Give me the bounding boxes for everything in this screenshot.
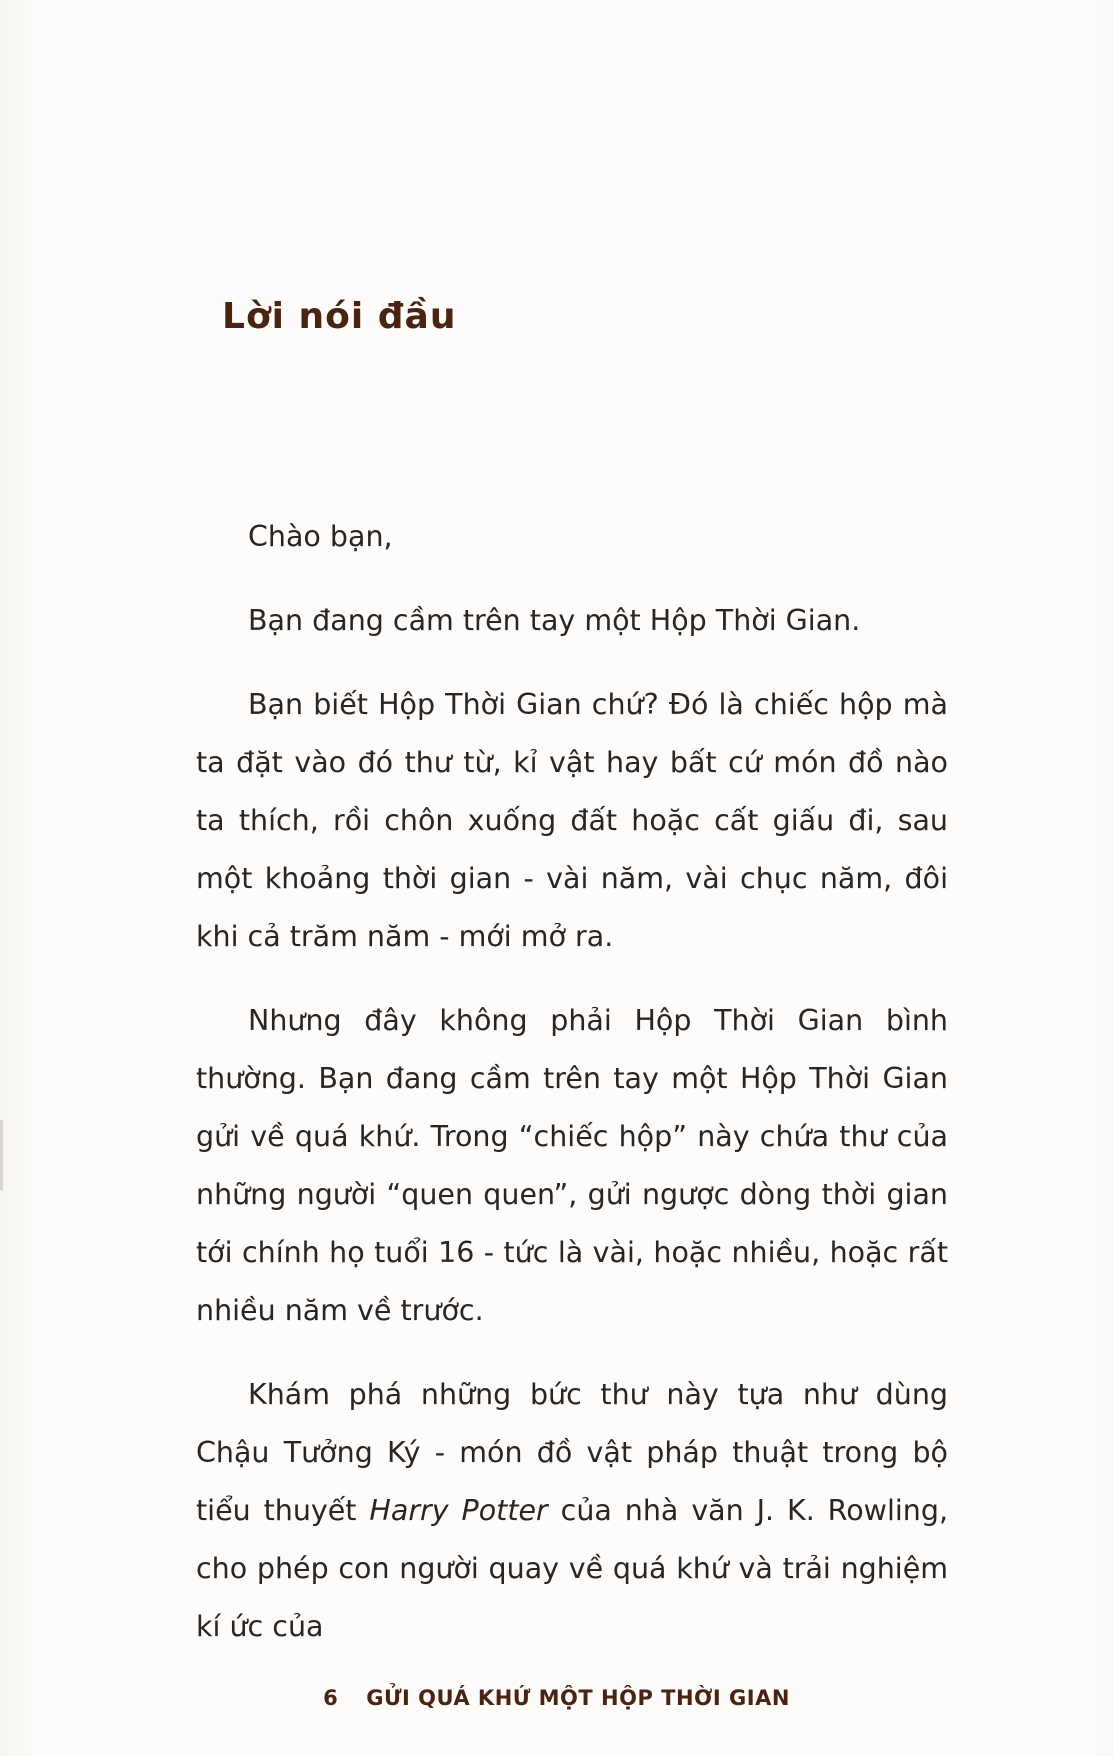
- paragraph-2: Bạn biết Hộp Thời Gian chứ? Đó là chiếc hộp mà ta đặt vào đó thư từ, kỉ vật hay bất cứ món đồ nào ta thích, rồi chôn xuống đất hoặc cất giấu đi, sau một khoảng thời gian - vài năm, vài chục năm, đôi khi cả trăm năm - mới mở ra.: [196, 688, 948, 953]
- page-footer: [0, 1686, 1113, 1710]
- page-number: 6: [323, 1686, 339, 1710]
- paragraph-4-end: của nhà văn J. K. Rowling, cho phép con người quay về quá khứ và trải nghiệm kí ức của: [196, 1494, 949, 1643]
- running-title: GỬI QUÁ KHỨ MỘT HỘP THỜI GIAN: [366, 1686, 790, 1710]
- paragraph-3: Nhưng đây không phải Hộp Thời Gian bình thường. Bạn đang cầm trên tay một Hộp Thời Gian gửi về quá khứ. Trong “chiếc hộp” này chứa thư của những người “quen quen”, gửi ngược dòng thời gian tới chính họ tuổi 16 - tức là vài, hoặc nhiều, hoặc rất nhiều năm về trước.: [196, 1004, 948, 1327]
- page-edge-mark: [0, 1120, 3, 1190]
- paragraph-1: Bạn đang cầm trên tay một Hộp Thời Gian.: [248, 604, 861, 637]
- paragraph-greeting: Chào bạn,: [248, 520, 393, 553]
- paragraph-4-start: Khám phá những bức thư này tựa như dùng Chậu Tưởng Ký - món đồ vật pháp thuật trong bộ tiểu thuyết: [196, 1378, 948, 1527]
- book-title-italic: Harry Potter: [369, 1494, 548, 1527]
- chapter-heading: Lời nói đầu: [222, 296, 457, 337]
- body-text: [196, 508, 948, 1682]
- paragraph-4: [196, 1366, 948, 1656]
